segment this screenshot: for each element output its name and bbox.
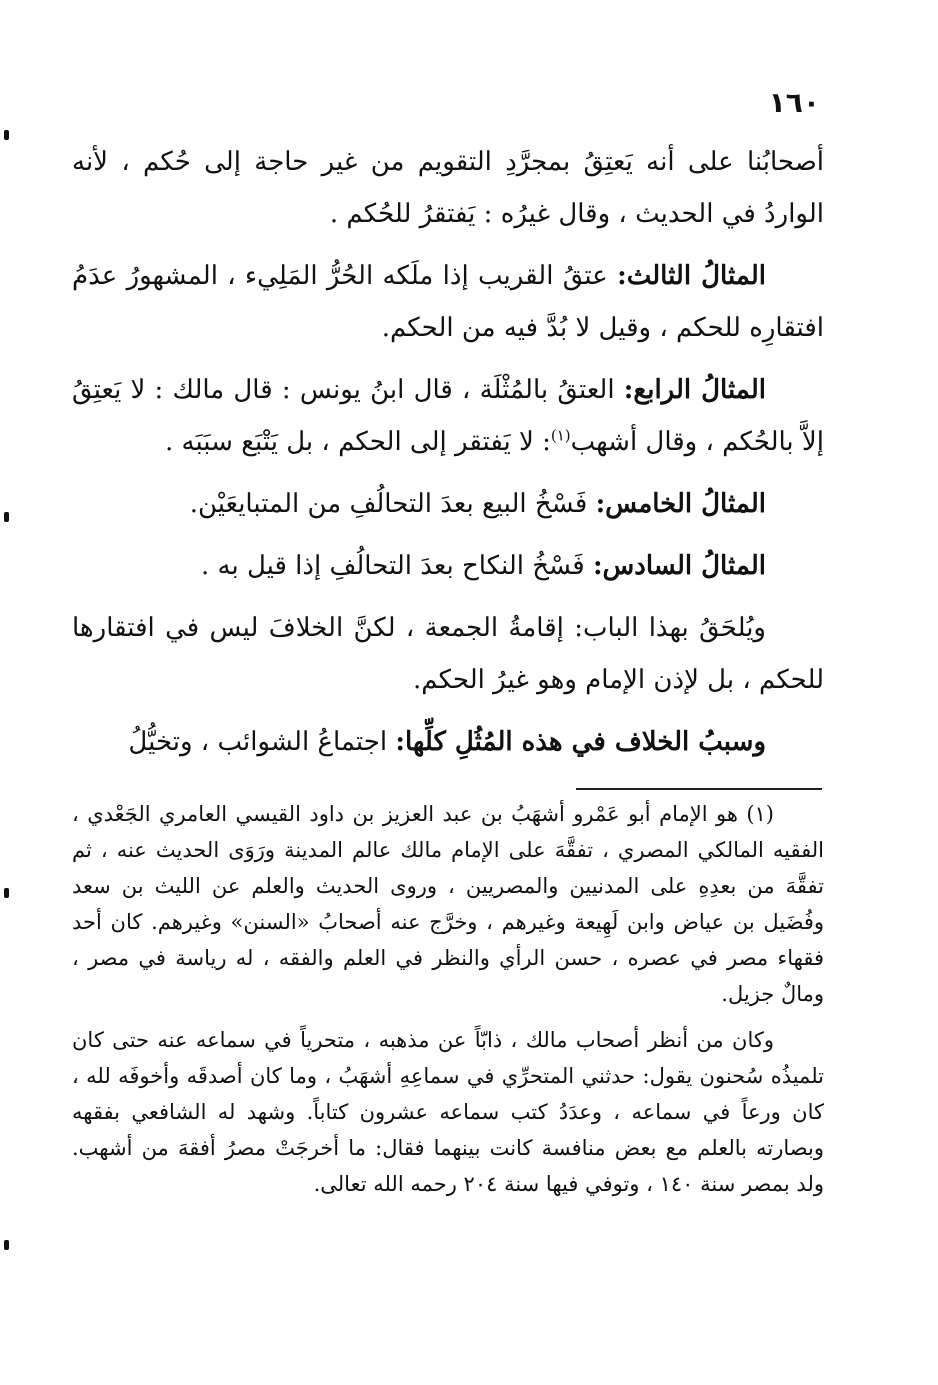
footnote-1: (١) هو الإمام أبو عَمْرو أشهَبُ بن عبد العزيز بن داود القيسي العامري الجَعْدي ، الفقيه المالكي المصري ، تفقَّهَ على الإمام مالك عالم المدينة ورَوَى الحديث عنه ، ثم تفقَّهَ من بعدِهِ على المدنيين والمصريين ، وروى الحديث والعلم عن الليث بن سعد وفُضَيل بن عياض وابن لَهِيعة وغيرهم ، وخرَّج عنه أصحابُ «السنن» وغيرهم. كان أحد فقهاء مصر في عصره ، حسن الرأي والنظر في العلم والفقه ، له رياسة في مصر ، ومالٌ جزيل. <box>72 802 824 1006</box>
footnote-1-continued: وكان من أنظر أصحاب مالك ، ذابّاً عن مذهبه ، متحرياً في سماعه عنه حتى كان تلميذُه سُحنون يقول: حدثني المتحرِّي في سماعِهِ أشهَبُ ، وما كان أصدقَه وأخوفَه لله ، كان ورعاً في سماعه ، وعدَدُ كتب سماعه عشرون كتاباً. وشهد له الشافعي بفقهه وبصارته بالعلم مع بعض منافسة كانت بينهما فقال: ما أخرجَتْ مصرُ أفقهَ من أشهب. ولد بمصر سنة ١٤٠ ، وتوفي فيها سنة ٢٠٤ رحمه الله تعالى. <box>72 1028 824 1196</box>
example-heading: المثالُ السادس: <box>592 551 766 581</box>
paragraph-example-6 <box>72 540 824 592</box>
paragraph-example-3 <box>72 250 824 354</box>
example-heading: المثالُ الخامس: <box>595 489 766 519</box>
paragraph-text: العتقُ بالمُثْلَة ، قال ابنُ يونس : قال مالك : لا يَعتِقُ إلاَّ بالحُكم ، وقال أشهب <box>72 375 824 457</box>
main-text <box>72 136 824 778</box>
paragraph-reason <box>72 716 824 768</box>
paragraph-text: اجتماعُ الشوائب ، وتخيُّلُ <box>128 727 396 757</box>
section-heading: وسببُ الخلاف في هذه المُثُلِ كلِّها: <box>395 727 766 757</box>
scan-edge-mark <box>4 130 9 140</box>
paragraph-text: عتقُ القريب إذا ملَكه الحُرُّ المَلِيء ، المشهورُ عدَمُ افتقارِه للحكم ، وقيل لا بُدَّ فيه من الحكم. <box>72 261 824 343</box>
paragraph-continuation <box>72 136 824 240</box>
paragraph-text: أصحابُنا على أنه يَعتِقُ بمجرَّدِ التقويم من غير حاجة إلى حُكم ، لأنه الواردُ في الحديث ، وقال غيرُه : يَفتقرُ للحُكم . <box>72 147 824 229</box>
paragraph-example-5 <box>72 478 824 530</box>
footnotes <box>72 796 824 1212</box>
paragraph-text: : لا يَفتقر إلى الحكم ، بل يَتْبَع سبَبَه . <box>164 427 551 457</box>
example-heading: المثالُ الرابع: <box>623 375 766 405</box>
scan-edge-mark <box>4 1240 9 1250</box>
paragraph-text: فَسْخُ البيع بعدَ التحالُفِ من المتبايعَيْن. <box>189 489 596 519</box>
example-heading: المثالُ الثالث: <box>617 261 766 291</box>
paragraph-text: ويُلحَقُ بهذا الباب: إقامةُ الجمعة ، لكنَّ الخلافَ ليس في افتقارها للحكم ، بل لإذن الإمام وهو غيرُ الحكم. <box>72 613 824 695</box>
scan-edge-mark <box>4 512 9 522</box>
paragraph-example-4 <box>72 364 824 468</box>
paragraph-text: فَسْخُ النكاح بعدَ التحالُفِ إذا قيل به . <box>200 551 593 581</box>
footnote-divider <box>576 788 822 790</box>
scan-edge-mark <box>4 888 9 898</box>
paragraph-friday-prayer <box>72 602 824 706</box>
footnote-reference: (١) <box>550 426 571 445</box>
page-number: ١٦٠ <box>768 86 820 119</box>
